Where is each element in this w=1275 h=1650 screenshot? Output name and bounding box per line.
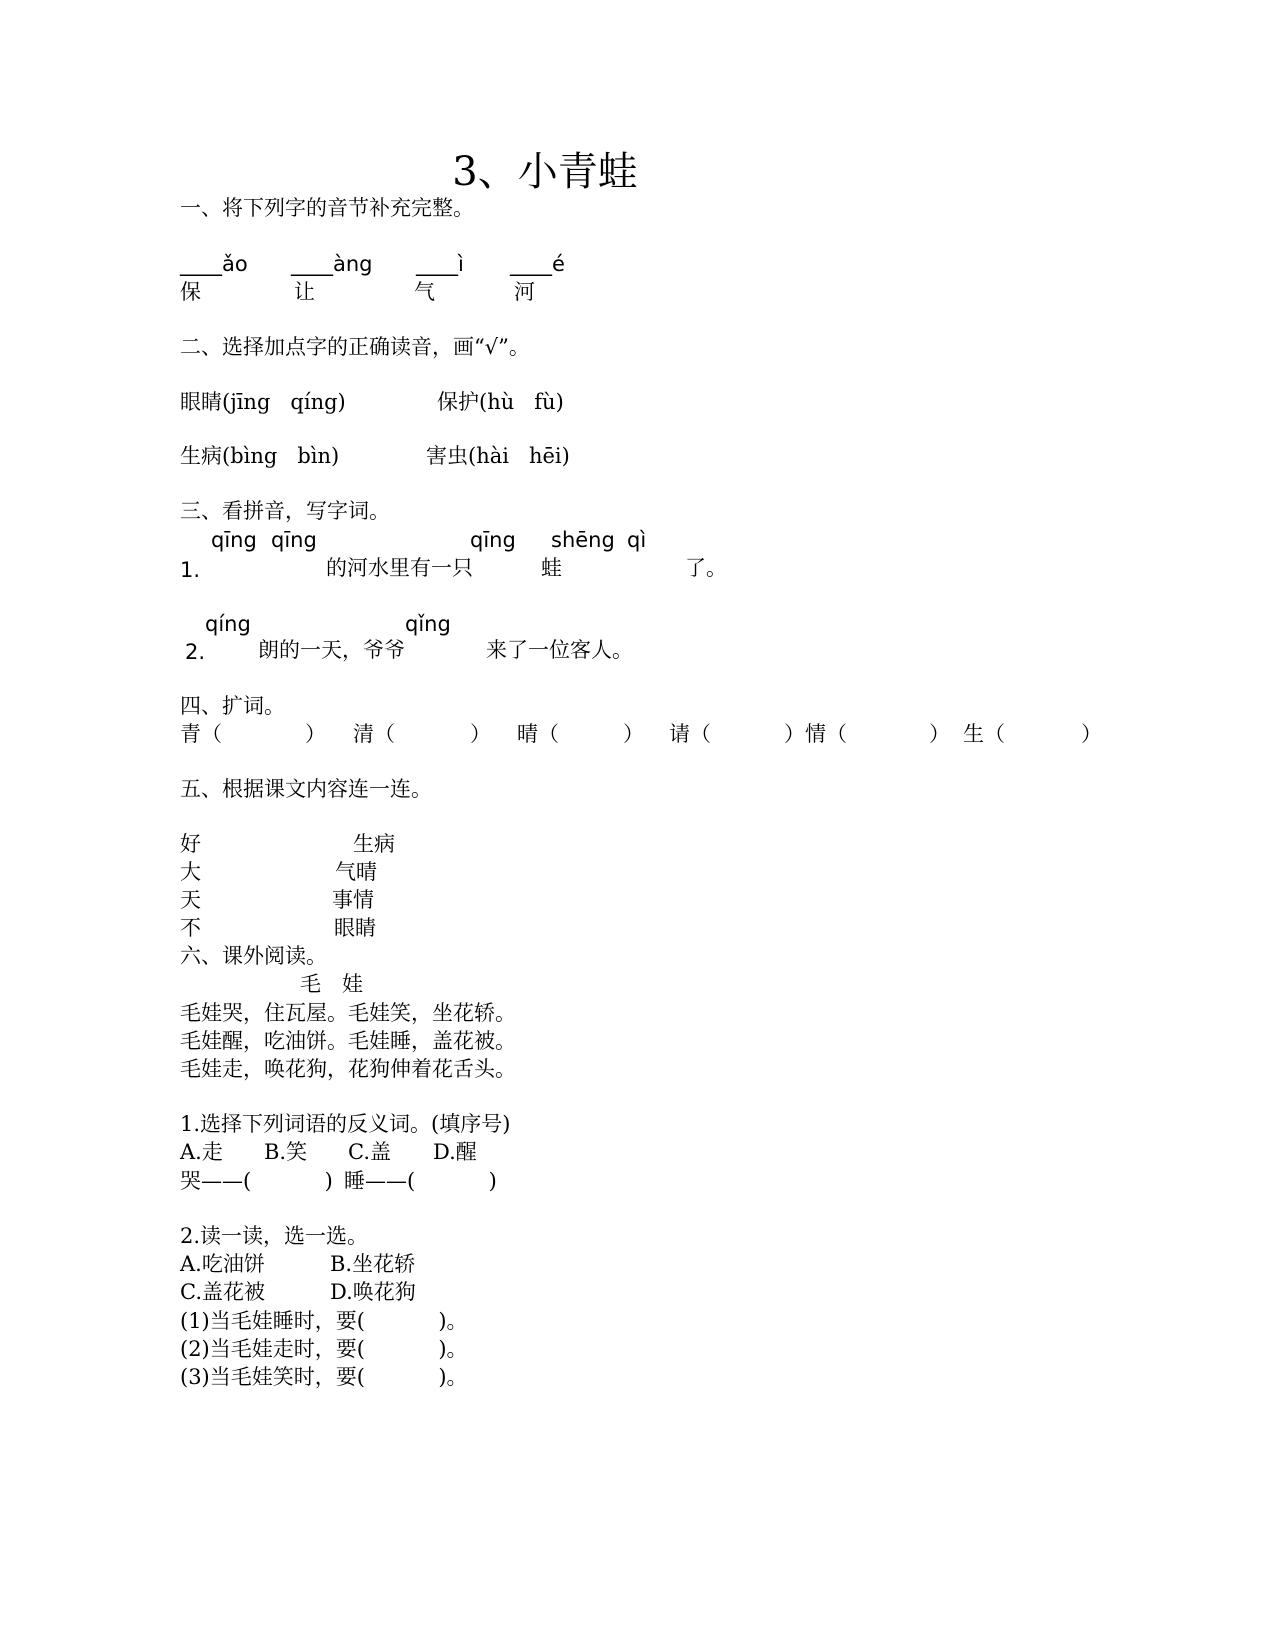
expand-word-item: 生（: [963, 722, 1005, 746]
section2-heading: 二、选择加点字的正确读音，画“√”。: [180, 335, 530, 359]
sentence-text: 的河水里有一只: [326, 556, 473, 580]
expand-word-item: 清（: [353, 722, 395, 746]
pinyin-blank: ____àng: [291, 252, 373, 276]
fill-line: (1)当毛娃睡时，要( )。: [180, 1309, 468, 1333]
option-item: A.吃油饼: [180, 1252, 265, 1276]
reading-choice-item: 生病(bìng bìn): [180, 444, 340, 468]
poem-line: 毛娃醒，吃油饼。毛娃睡，盖花被。: [180, 1029, 516, 1053]
match-left-item: 不: [180, 916, 201, 940]
question-number: 1.: [180, 558, 201, 582]
fill-line: (2)当毛娃走时，要( )。: [180, 1337, 468, 1361]
question-prompt: 1.选择下列词语的反义词。(填序号): [180, 1112, 511, 1136]
match-left-item: 好: [180, 832, 201, 856]
reading-choice-item: 眼睛(jīng qíng): [180, 390, 346, 414]
match-right-item: 事情: [332, 888, 374, 912]
section3-heading: 三、看拼音，写字词。: [180, 499, 390, 523]
sentence-text: 蛙: [541, 556, 562, 580]
pinyin-blank: ____ǎo: [180, 252, 248, 276]
question-prompt: 2.读一读，选一选。: [180, 1224, 369, 1248]
poem-line: 毛娃走，唤花狗，花狗伸着花舌头。: [180, 1057, 516, 1081]
section5-heading: 五、根据课文内容连一连。: [180, 777, 432, 801]
match-right-item: 气晴: [335, 860, 377, 884]
reading-choice-item: 保护(hù fù): [437, 390, 564, 414]
sentence-text: 朗的一天，爷爷: [258, 638, 405, 662]
hanzi-char: 河: [514, 280, 535, 304]
expand-word-item: 请（: [669, 722, 711, 746]
expand-word-item: ）: [305, 722, 326, 746]
pinyin-hint: shēng: [551, 528, 615, 552]
pinyin-hint: qì: [627, 528, 647, 552]
expand-word-item: ）: [1081, 722, 1102, 746]
expand-word-item: 晴（: [517, 722, 559, 746]
poem-title: 毛 娃: [300, 972, 363, 996]
sentence-text: 了。: [685, 556, 727, 580]
pinyin-hint: qīng: [271, 528, 317, 552]
hanzi-char: 让: [294, 280, 315, 304]
expand-word-item: 青（: [180, 722, 222, 746]
poem-line: 毛娃哭，住瓦屋。毛娃笑，坐花轿。: [180, 1001, 516, 1025]
section1-heading: 一、将下列字的音节补充完整。: [180, 196, 474, 220]
page-title: 3、小青蛙: [452, 149, 638, 195]
question-number: 2.: [185, 640, 206, 664]
option-item: B.笑: [264, 1140, 308, 1164]
match-right-item: 生病: [353, 832, 395, 856]
option-item: C.盖花被: [180, 1280, 265, 1304]
option-item: B.坐花轿: [330, 1252, 416, 1276]
section6-heading: 六、课外阅读。: [180, 944, 327, 968]
hanzi-char: 气: [414, 280, 435, 304]
expand-word-item: ）: [929, 722, 950, 746]
option-item: A.走: [180, 1140, 223, 1164]
pinyin-hint: qīng: [470, 528, 516, 552]
match-left-item: 天: [180, 888, 201, 912]
fill-line: (3)当毛娃笑时，要( )。: [180, 1365, 468, 1389]
match-left-item: 大: [180, 860, 201, 884]
answer-blank: 哭——( ): [180, 1169, 333, 1193]
option-item: D.唤花狗: [330, 1280, 416, 1304]
reading-choice-item: 害虫(hài hēi): [426, 444, 570, 468]
option-item: C.盖: [348, 1140, 391, 1164]
pinyin-hint: qīng: [211, 528, 257, 552]
answer-blank: 睡——( ): [344, 1169, 497, 1193]
match-right-item: 眼睛: [334, 916, 376, 940]
pinyin-blank: ____é: [510, 252, 565, 276]
pinyin-hint: qǐng: [405, 612, 451, 636]
hanzi-char: 保: [180, 280, 201, 304]
expand-word-item: ）: [623, 722, 644, 746]
expand-word-item: ）情（: [784, 722, 847, 746]
pinyin-blank: ____ì: [416, 252, 464, 276]
sentence-text: 来了一位客人。: [486, 638, 633, 662]
option-item: D.醒: [433, 1140, 477, 1164]
pinyin-hint: qíng: [205, 612, 251, 636]
section4-heading: 四、扩词。: [180, 694, 285, 718]
expand-word-item: ）: [470, 722, 491, 746]
